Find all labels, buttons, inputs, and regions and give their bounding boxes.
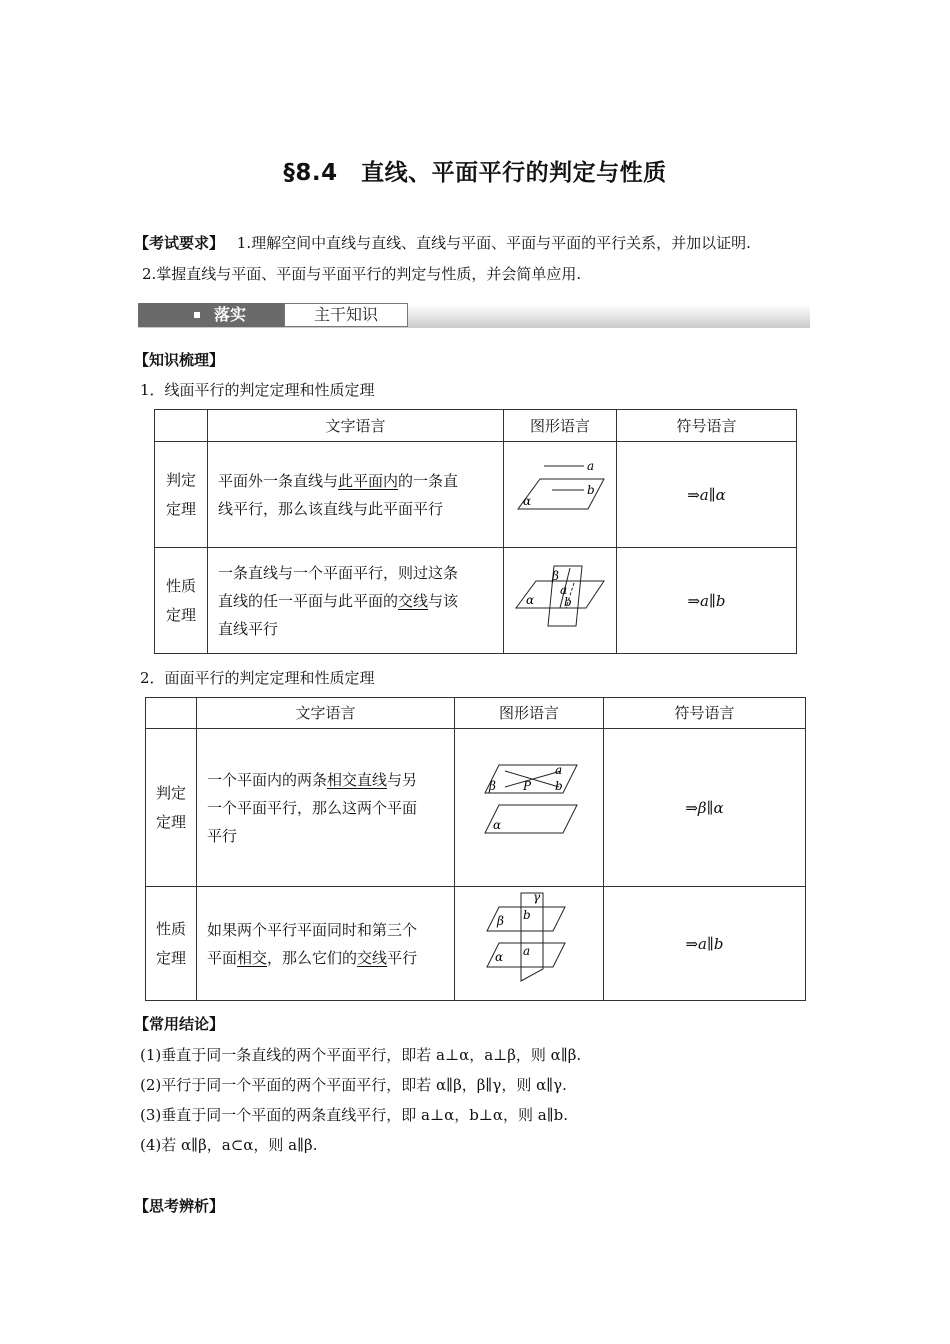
row-symbol: ⇒a∥α <box>617 442 797 548</box>
svg-text:β: β <box>497 914 504 928</box>
svg-text:a: a <box>587 459 595 473</box>
conclusion-item: (3)垂直于同一个平面的两条直线平行，即 a⊥α，b⊥α，则 a∥b. <box>140 1106 569 1124</box>
row-text: 一条直线与一个平面平行，则过这条 直线的任一平面与此平面的交线与该 直线平行 <box>208 548 504 654</box>
item2-title: 2．面面平行的判定定理和性质定理 <box>140 669 375 687</box>
header-symbol-language: 符号语言 <box>604 698 806 729</box>
row-figure <box>455 729 604 887</box>
row-label: 性质 定理 <box>155 548 208 654</box>
svg-text:P: P <box>523 779 532 793</box>
row-text: 如果两个平行平面同时和第三个 平面相交，那么它们的交线平行 <box>197 887 455 1001</box>
row-text: 一个平面内的两条相交直线与另 一个平面平行，那么这两个平面 平行 <box>197 729 455 887</box>
header-figure-language: 图形语言 <box>455 698 604 729</box>
page-title: §8.4 直线、平面平行的判定与性质 <box>283 160 667 186</box>
svg-text:β: β <box>552 569 559 583</box>
conclusion-item: (4)若 α∥β，a⊂α，则 a∥β. <box>140 1136 318 1154</box>
square-bullet-icon <box>194 312 200 318</box>
header-figure-language: 图形语言 <box>504 410 617 442</box>
row-label: 性质 定理 <box>146 887 197 1001</box>
exam-requirements-label: 【考试要求】 <box>134 234 225 252</box>
table-row <box>155 548 797 654</box>
row-symbol: ⇒a∥b <box>617 548 797 654</box>
row-symbol: ⇒β∥α <box>604 729 806 887</box>
svg-text:β: β <box>489 779 496 793</box>
svg-text:a: a <box>560 583 568 597</box>
table-row <box>155 442 797 548</box>
svg-text:α: α <box>495 950 504 964</box>
svg-text:b: b <box>555 779 563 793</box>
svg-text:a: a <box>523 944 531 958</box>
row-figure <box>455 887 604 1001</box>
think-analysis-heading: 【思考辨析】 <box>134 1197 225 1215</box>
item1-title: 1．线面平行的判定定理和性质定理 <box>140 381 375 399</box>
row-label: 判定 定理 <box>155 442 208 548</box>
plane-plane-property-figure <box>455 887 603 991</box>
row-figure <box>504 442 617 548</box>
header-text-language: 文字语言 <box>197 698 455 729</box>
conclusion-item: (2)平行于同一个平面的两个平面平行，即若 α∥β，β∥γ，则 α∥γ. <box>140 1076 567 1094</box>
banner-dark-tab: 落实 <box>138 303 284 327</box>
line-plane-property-figure <box>504 548 616 644</box>
section-banner <box>138 300 810 330</box>
line-plane-judgment-figure <box>504 442 616 538</box>
svg-text:γ: γ <box>533 890 541 904</box>
knowledge-heading: 【知识梳理】 <box>134 351 225 369</box>
header-text-language: 文字语言 <box>208 410 504 442</box>
plane-plane-table <box>145 697 806 1001</box>
svg-text:α: α <box>526 593 535 607</box>
table-row <box>146 887 806 1001</box>
exam-requirements-line1: 【考试要求】 1.理解空间中直线与直线、直线与平面、平面与平面的平行关系，并加以证明. <box>134 234 751 252</box>
row-text: 平面外一条直线与此平面内的一条直 线平行，那么该直线与此平面平行 <box>208 442 504 548</box>
svg-text:a: a <box>555 763 563 777</box>
svg-text:b: b <box>587 483 595 497</box>
common-conclusions-heading: 【常用结论】 <box>134 1015 225 1033</box>
row-symbol: ⇒a∥b <box>604 887 806 1001</box>
svg-text:b: b <box>523 908 531 922</box>
banner-light-tab: 主干知识 <box>284 303 408 327</box>
svg-text:b: b <box>564 595 572 609</box>
svg-text:α: α <box>493 818 502 832</box>
row-label: 判定 定理 <box>146 729 197 887</box>
conclusion-item: (1)垂直于同一条直线的两个平面平行，即若 a⊥α，a⊥β，则 α∥β. <box>140 1046 582 1064</box>
line-plane-table <box>154 409 797 654</box>
row-figure <box>504 548 617 654</box>
header-corner <box>155 410 208 442</box>
header-corner <box>146 698 197 729</box>
table-row <box>146 729 806 887</box>
plane-plane-judgment-figure <box>455 729 603 877</box>
svg-text:α: α <box>523 494 532 508</box>
exam-requirements-line2: 2.掌握直线与平面、平面与平面平行的判定与性质，并会简单应用. <box>142 265 582 283</box>
header-symbol-language: 符号语言 <box>617 410 797 442</box>
